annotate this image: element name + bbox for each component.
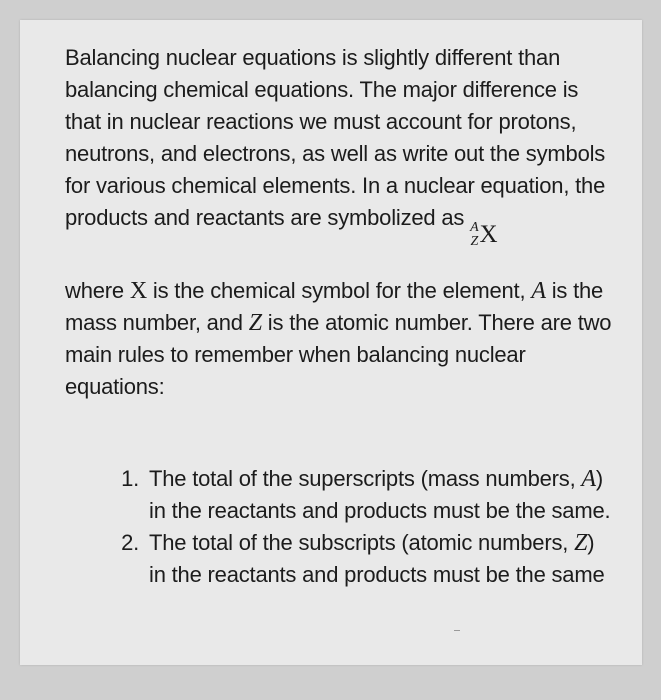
symbol-z: Z bbox=[248, 310, 262, 336]
rule-2-symbol: Z bbox=[574, 530, 588, 556]
intro-paragraph bbox=[65, 42, 615, 251]
nuclide-notation bbox=[470, 219, 497, 251]
rule-item-1 bbox=[145, 463, 615, 527]
definition-paragraph bbox=[65, 275, 615, 403]
definition-text-3: is the mass number, and bbox=[65, 278, 604, 335]
rules-list bbox=[65, 463, 615, 591]
stray-mark bbox=[454, 630, 460, 631]
rule-1-text-post: ) in the reactants and products must be the same. bbox=[149, 466, 611, 523]
definition-text-1: where bbox=[65, 278, 124, 303]
symbol-x: X bbox=[129, 278, 147, 304]
rule-2-text-post: ) in the reactants and products must be the same bbox=[149, 530, 605, 587]
rule-2-text-pre: The total of the subscripts (atomic numbers, bbox=[149, 530, 569, 555]
mass-number-symbol: A bbox=[470, 220, 479, 235]
rule-1-symbol: A bbox=[581, 466, 596, 492]
text-body bbox=[65, 42, 615, 591]
intro-text: Balancing nuclear equations is slightly different than balancing chemical equations. The major difference is that in nuclear reactions we must account for protons, neutrons, and electrons, as well as write out the symbols for various chemical elements. In a nuclear equation, the products and reactants are symbolized as bbox=[65, 45, 606, 230]
rule-item-2 bbox=[145, 527, 615, 591]
element-symbol: X bbox=[479, 221, 498, 248]
symbol-a: A bbox=[531, 278, 546, 304]
rule-1-text-pre: The total of the superscripts (mass numbers, bbox=[149, 466, 576, 491]
nuclide-numbers bbox=[470, 221, 478, 249]
definition-text-4: is the atomic number. There are two main rules to remember when balancing nuclear equations: bbox=[65, 310, 612, 399]
content-card bbox=[20, 20, 642, 665]
atomic-number-symbol: Z bbox=[470, 234, 479, 249]
definition-text-2: is the chemical symbol for the element, bbox=[152, 278, 526, 303]
